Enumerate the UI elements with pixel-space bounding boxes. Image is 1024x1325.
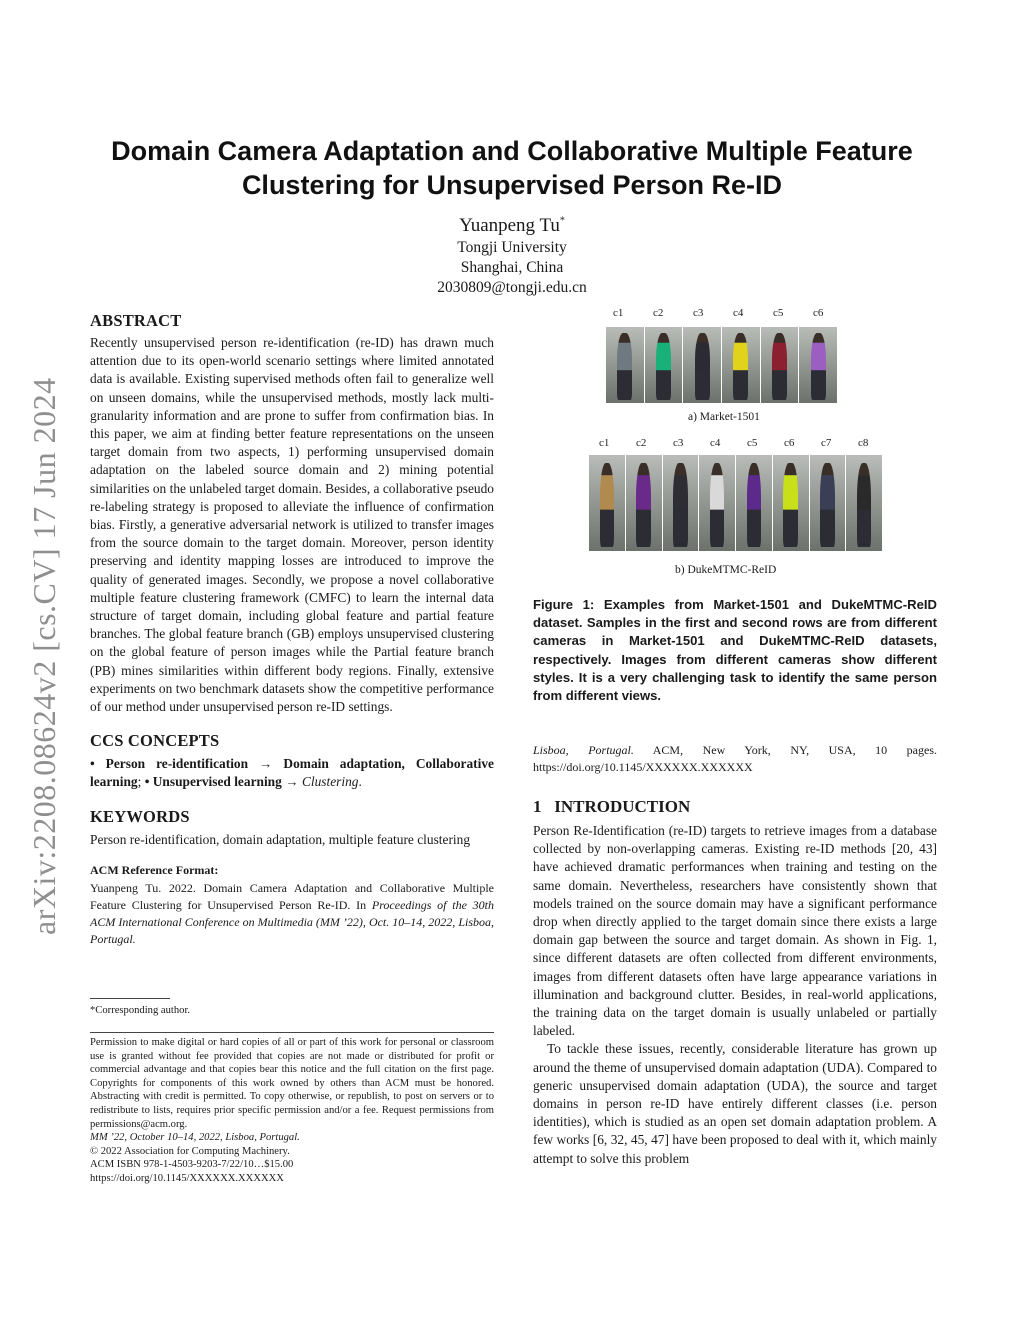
author-block <box>312 214 712 298</box>
market-person-silhouette <box>772 333 787 400</box>
duke-camera-label: c8 <box>858 437 869 449</box>
duke-camera-label: c2 <box>636 437 647 449</box>
figure-1 <box>533 305 937 585</box>
permission-rule <box>90 1032 494 1033</box>
permission-block <box>90 1036 494 1186</box>
author-name: Yuanpeng Tu* <box>459 215 565 236</box>
duke-camera-label: c7 <box>821 437 832 449</box>
market-person-silhouette <box>733 333 748 400</box>
keywords-text: Person re-identification, domain adaptation, multiple feature clustering <box>90 831 471 847</box>
ccs-text: • Person re-identification → Domain adaptation, Collaborative learning; • Unsupervised learning → Clustering. <box>90 756 494 790</box>
market-person-image <box>799 327 837 403</box>
permission-isbn: ACM ISBN 978-1-4503-9203-7/22/10…$15.00 <box>90 1159 294 1171</box>
duke-person-image <box>846 455 882 551</box>
duke-camera-label: c6 <box>784 437 795 449</box>
market-camera-label: c5 <box>773 307 784 319</box>
duke-camera-label: c5 <box>747 437 758 449</box>
author-mark: * <box>559 215 565 227</box>
duke-person-silhouette <box>673 463 687 547</box>
duke-person-silhouette <box>783 463 797 547</box>
acm-ref-continued: Lisboa, Portugal. ACM, New York, NY, USA, 10 pages. https://doi.org/10.1145/XXXXXX.XXXXXX <box>533 743 937 774</box>
market-person-image <box>722 327 760 403</box>
duke-person-image <box>663 455 699 551</box>
market-camera-label: c6 <box>813 307 824 319</box>
paper-title: Domain Camera Adaptation and Collaborative Multiple Feature Clustering for Unsupervised Person Re-ID <box>111 136 913 200</box>
duke-person-image <box>773 455 809 551</box>
intro-paragraph-1: Person Re-Identification (re-ID) targets to retrieve images from a database collected by non-overlapping cameras. Existing re-ID methods [20, 43] have achieved dramatic performances when training and testing on the same domain. Nevertheless, researchers have consistently shown that models trained on the source domain may have a significant performance drop when directly applied to the target domain since there exists a large domain gap between the source and target domain. As shown in Fig. 1, since different datasets are often collected from different environments, images from different datasets often have large appearance variations in illumination and background clutter. Besides, in real-world applications, the training data on the target domain is usually unlabeled or partially labeled. <box>533 823 937 1039</box>
duke-person-silhouette <box>600 463 614 547</box>
intro-body <box>533 822 937 1168</box>
market-person-silhouette <box>811 333 826 400</box>
abstract-heading: ABSTRACT <box>90 311 182 330</box>
market-image-strip <box>606 327 838 403</box>
footnote-rule <box>90 998 170 999</box>
duke-person-silhouette <box>710 463 724 547</box>
duke-label: b) DukeMTMC-ReID <box>675 564 777 576</box>
arxiv-stamp: arXiv:2208.08624v2 [cs.CV] 17 Jun 2024 <box>26 377 62 935</box>
market-label: a) Market-1501 <box>688 411 760 423</box>
figure-caption: Figure 1: Examples from Market-1501 and DukeMTMC-ReID dataset. Samples in the first and second rows are from different cameras in Market-1501 and DukeMTMC-ReID datasets, respectively. Images from different cameras show different styles. It is a very challenging task to identify the same person from different views. <box>533 597 937 704</box>
duke-image-strip <box>589 455 883 551</box>
duke-camera-label: c1 <box>599 437 610 449</box>
author-location: Shanghai, China <box>460 259 564 276</box>
market-camera-label: c2 <box>653 307 664 319</box>
duke-person-image <box>626 455 662 551</box>
permission-copyright: © 2022 Association for Computing Machinery. <box>90 1145 290 1157</box>
footnote: *Corresponding author. <box>90 1005 191 1016</box>
market-person-image <box>606 327 644 403</box>
duke-person-image <box>810 455 846 551</box>
duke-camera-label: c3 <box>673 437 684 449</box>
duke-person-image <box>589 455 625 551</box>
keywords-heading: KEYWORDS <box>90 806 190 826</box>
author-affiliation: Tongji University <box>457 239 567 256</box>
author-email[interactable]: 2030809@tongji.edu.cn <box>437 279 587 296</box>
intro-paragraph-2: To tackle these issues, recently, considerable literature has grown up around the theme of unsupervised domain adaptation (UDA). Compared to generic unsupervised domain adaptation (UDA), the source and target domains in person re-ID have entirely different classes (i.e. person identities), which is studied as an open set domain adaptation problem. A few works [6, 32, 45, 47] have been proposed to deal with it, which mainly attempt to solve this problem <box>533 1041 937 1166</box>
market-person-silhouette <box>656 333 671 400</box>
ccs-heading: CCS CONCEPTS <box>90 731 220 751</box>
duke-person-silhouette <box>820 463 834 547</box>
permission-conf: MM ’22, October 10–14, 2022, Lisboa, Portugal. <box>90 1132 300 1144</box>
duke-person-silhouette <box>857 463 871 547</box>
market-person-image <box>683 327 721 403</box>
market-camera-label: c3 <box>693 307 704 319</box>
duke-person-silhouette <box>636 463 650 547</box>
market-camera-label: c1 <box>613 307 624 319</box>
market-person-silhouette <box>695 333 710 400</box>
acm-ref-text: Yuanpeng Tu. 2022. Domain Camera Adaptation and Collaborative Multiple Feature Clustering for Unsupervised Person Re-ID. In Proceedings of the 30th ACM International Conference on Multimedia (MM ’22), Oct. 10–14, 2022, Lisboa, Portugal. <box>90 880 494 946</box>
permission-text: Permission to make digital or hard copies of all or part of this work for personal or classroom use is granted without fee provided that copies are not made or distributed for profit or commercial advantage and that copies bear this notice and the full citation on the first page. Copyrights for components of this work owned by others than ACM must be honored. Abstracting with credit is permitted. To copy otherwise, or republish, to post on servers or to redistribute to lists, requires prior specific permission and/or a fee. Request permissions from permissions@acm.org. <box>90 1037 494 1130</box>
duke-person-silhouette <box>747 463 761 547</box>
market-person-image <box>761 327 799 403</box>
duke-person-image <box>699 455 735 551</box>
acm-ref-heading: ACM Reference Format: <box>90 862 219 877</box>
permission-doi[interactable]: https://doi.org/10.1145/XXXXXX.XXXXXX <box>90 1172 284 1184</box>
market-camera-label: c4 <box>733 307 744 319</box>
intro-heading: 1 INTRODUCTION <box>533 797 691 816</box>
duke-person-image <box>736 455 772 551</box>
left-column <box>90 310 494 948</box>
market-person-image <box>645 327 683 403</box>
abstract-text: Recently unsupervised person re-identification (re-ID) has drawn much attention due to its open-world scenario settings where limited annotated data is available. Existing supervised methods often fail to generalize well on unseen domains, while the unsupervised methods, mostly lack multi-granularity information and are prone to suffer from confirmation bias. In this paper, we aim at finding better feature representations on the unseen target domain from two aspects, 1) performing unsupervised domain adaptation on the labeled source domain and 2) mining potential similarities on the unlabeled target domain. Besides, a collaborative pseudo re-labeling strategy is proposed to alleviate the influence of confirmation bias. Firstly, a generative adversarial network is utilized to transfer images from the source domain to the target domain. Moreover, person identity preserving and identity mapping losses are introduced to improve the quality of generated images. Secondly, we propose a novel collaborative multiple feature clustering framework (CMFC) to learn the internal data structure of target domain, including global feature and partial feature branches. The global feature branch (GB) employs unsupervised clustering on the global feature of person images while the Partial feature branch (PB) mines similarities within different body regions. Finally, extensive experiments on two benchmark datasets show the competitive performance of our method under unsupervised person re-ID settings. <box>90 335 494 715</box>
duke-camera-label: c4 <box>710 437 721 449</box>
market-person-silhouette <box>617 333 632 400</box>
